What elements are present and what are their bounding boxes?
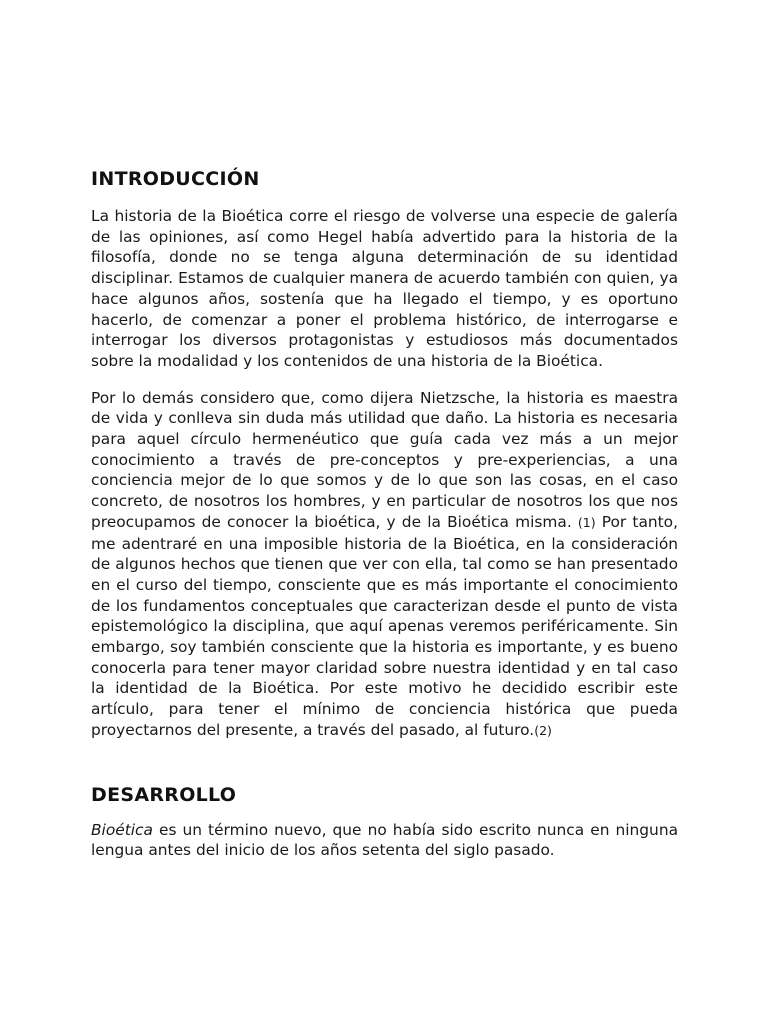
section-heading-introduccion: INTRODUCCIÓN — [91, 168, 260, 190]
intro-paragraph-1: La historia de la Bioética corre el riesgo de volverse una especie de galería de las opiniones, así como Hegel había advertido para la historia de la filosofía, donde no se tenga alguna determinación de su identidad disciplinar. Estamos de cualquier manera de acuerdo también con quien, ya hace algunos años, sostenía que ha llegado el tiempo, y es oportuno hacerlo, de comenzar a poner el problema histórico, de interrogarse e interrogar los diversos protagonistas y estudiosos más documentados sobre la modalidad y los contenidos de una historia de la Bioética. — [91, 207, 678, 370]
document-page — [91, 168, 678, 861]
intro-paragraph-2-text-a: Por lo demás considero que, como dijera Nietzsche, la historia es maestra de vida y conlleva sin duda más utilidad que daño. La historia es necesaria para aquel círculo hermenéutico que guía cada vez más a un mejor conocimiento a través de pre-conceptos y pre-experiencias, a una conciencia mejor de lo que somos y de lo que son las cosas, en el caso concreto, de nosotros los hombres, y en particular de nosotros los que nos preocupamos de conocer la bioética, y de la Bioética misma. — [91, 388, 678, 531]
desarrollo-paragraph-1 — [91, 820, 678, 861]
term-bioetica: Bioética — [91, 820, 153, 839]
intro-paragraph-2 — [91, 388, 678, 742]
footnote-ref-2[interactable]: (2) — [534, 722, 552, 738]
section-desarrollo — [91, 784, 678, 861]
section-heading-desarrollo: DESARROLLO — [91, 783, 237, 806]
intro-paragraph-2-text-b: Por tanto, me adentraré en una imposible historia de la Bioética, en la consideración de algunos hechos que tienen que ver con ella, tal como se han presentado en el curso del tiempo, consciente que es más importante el conocimiento de los fundamentos conceptuales que caracterizan desde el punto de vista epistemológico la disciplina, que aquí apenas veremos periféricamente. Sin embargo, soy también consciente que la historia es importante, y es bueno conocerla para tener mayor claridad sobre nuestra identidad y en tal caso la identidad de la Bioética. Por este motivo he decidido escribir este artículo, para tener el mínimo de conciencia histórica que pueda proyectarnos del presente, a través del pasado, al futuro. — [91, 512, 678, 739]
desarrollo-paragraph-1-text: es un término nuevo, que no había sido escrito nunca en ninguna lengua antes del inicio de los años setenta del siglo pasado. — [91, 820, 678, 860]
footnote-ref-1[interactable]: (1) — [577, 514, 596, 530]
